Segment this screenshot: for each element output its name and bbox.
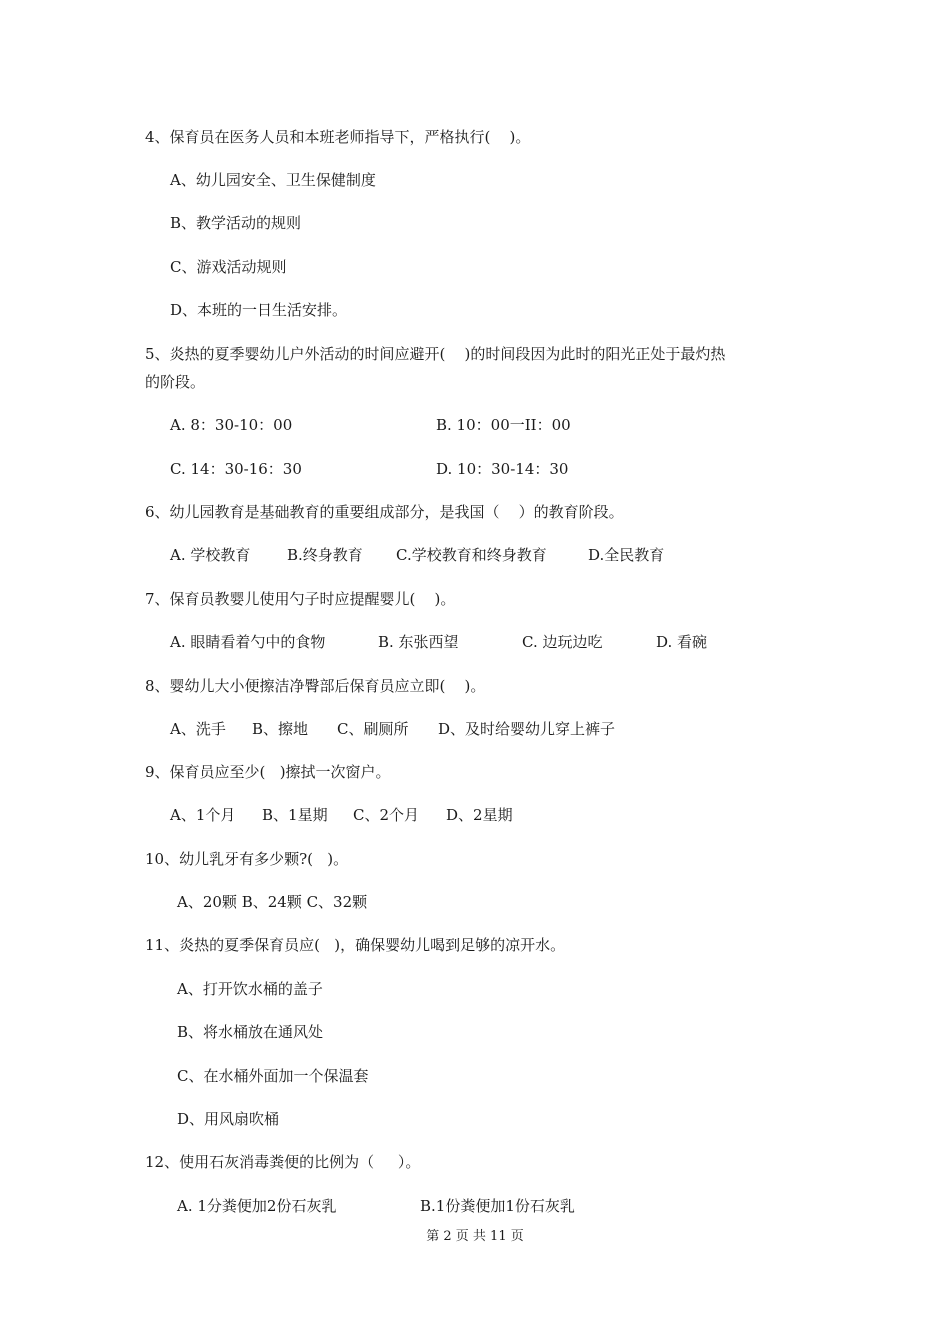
question-10-stem: 10、幼儿乳牙有多少颗?( )。 [145,850,349,868]
question-5-option-a: A. 8：30-10：00 [170,416,293,434]
question-7-option-d: D. 看碗 [656,633,708,651]
question-6-stem: 6、幼儿园教育是基础教育的重要组成部分，是我国（ ）的教育阶段。 [145,503,624,521]
question-6-option-d: D.全民教育 [588,546,665,564]
question-7-option-a: A. 眼睛看着勺中的食物 [170,633,326,651]
question-8-option-a: A、洗手 [170,720,226,738]
question-9-option-b: B、1星期 [262,806,328,824]
question-5-option-b: B. 10：00一II：00 [436,416,571,434]
question-6-option-c: C.学校教育和终身教育 [396,546,547,564]
question-8-option-d: D、及时给婴幼儿穿上裤子 [438,720,616,738]
question-7-option-b: B. 东张西望 [378,633,459,651]
question-8-option-b: B、擦地 [252,720,309,738]
question-11-option-b: B、将水桶放在通风处 [177,1023,324,1041]
question-11-option-a: A、打开饮水桶的盖子 [177,980,323,998]
question-5-option-d: D. 10：30-14：30 [436,460,569,478]
question-12-stem: 12、使用石灰消毒粪便的比例为（ ）。 [145,1153,421,1171]
question-4-option-c: C、游戏活动规则 [170,258,287,276]
question-4-option-b: B、教学活动的规则 [170,214,302,232]
question-5-stem-line1: 5、炎热的夏季婴幼儿户外活动的时间应避开( )的时间段因为此时的阳光正处于最灼热 [145,345,726,363]
question-6-option-b: B.终身教育 [287,546,363,564]
question-8-stem: 8、婴幼儿大小便擦洁净臀部后保育员应立即( )。 [145,677,486,695]
question-9-option-d: D、2星期 [446,806,513,824]
question-10-options: A、20颗 B、24颗 C、32颗 [177,893,368,911]
question-11-option-c: C、在水桶外面加一个保温套 [177,1067,369,1085]
question-7-option-c: C. 边玩边吃 [522,633,603,651]
question-5-option-c: C. 14：30-16：30 [170,460,302,478]
question-9-option-c: C、2个月 [353,806,420,824]
question-9-stem: 9、保育员应至少( )擦拭一次窗户。 [145,763,391,781]
question-4-stem: 4、保育员在医务人员和本班老师指导下，严格执行( )。 [145,128,531,146]
question-4-option-a: A、幼儿园安全、卫生保健制度 [170,171,376,189]
question-11-stem: 11、炎热的夏季保育员应( )，确保婴幼儿喝到足够的凉开水。 [145,936,566,954]
question-5-stem-line2: 的阶段。 [145,373,206,391]
question-7-stem: 7、保育员教婴儿使用勺子时应提醒婴儿( )。 [145,590,456,608]
question-12-option-b: B.1份粪便加1份石灰乳 [420,1197,575,1215]
question-9-option-a: A、1个月 [170,806,236,824]
question-8-option-c: C、刷厕所 [337,720,409,738]
page-number-footer: 第 2 页 共 11 页 [426,1229,524,1244]
question-4-option-d: D、本班的一日生活安排。 [170,301,348,319]
question-6-option-a: A. 学校教育 [170,546,251,564]
question-12-option-a: A. 1分粪便加2份石灰乳 [177,1197,337,1215]
question-11-option-d: D、用风扇吹桶 [177,1110,280,1128]
